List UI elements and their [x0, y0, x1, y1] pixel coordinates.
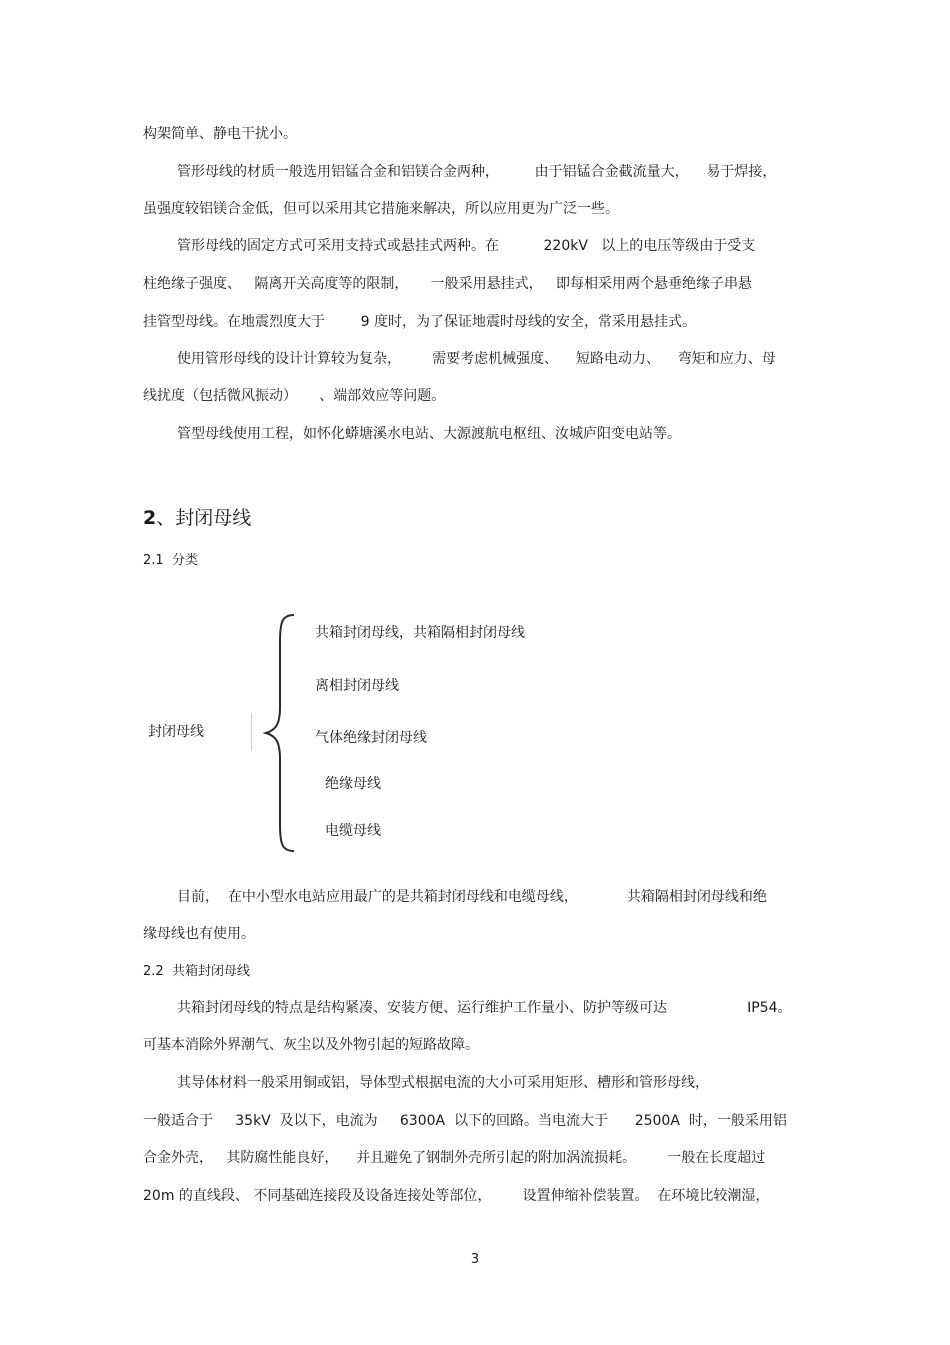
curly-brace-icon: [262, 612, 296, 854]
paragraph-line: 合金外壳， 其防腐性能良好， 并且避免了钢制外壳所引起的附加涡流损耗。 一般在长度超过: [143, 1150, 766, 1166]
paragraph-line: 使用管形母线的设计计算较为复杂， 需要考虑机械强度、 短路电动力、 弯矩和应力、母: [177, 351, 776, 367]
tree-item: 电缆母线: [325, 823, 381, 839]
tree-separator: [251, 713, 252, 751]
paragraph-line: 虽强度较铝镁合金低，但可以采用其它措施来解决，所以应用更为广泛一些。: [143, 201, 619, 217]
paragraph-line: 一般适合于 35kV 及以下，电流为 6300A 以下的回路。当电流大于 2500A 时，一般采用铝: [143, 1113, 787, 1129]
tree-item: 绝缘母线: [325, 776, 381, 792]
paragraph-line: 管形母线的固定方式可采用支持式或悬挂式两种。在 220kV 以上的电压等级由于受支: [177, 238, 756, 254]
page-number: 3: [470, 1252, 480, 1267]
tree-root-label: 封闭母线: [148, 724, 204, 740]
paragraph-line: 管型母线使用工程，如怀化蟒塘溪水电站、大源渡航电枢纽、汝城庐阳变电站等。: [177, 426, 681, 442]
paragraph-line: 管形母线的材质一般选用铝锰合金和铝镁合金两种， 由于铝锰合金截流量大， 易于焊接，: [177, 164, 777, 180]
paragraph-line: 目前， 在中小型水电站应用最广的是共箱封闭母线和电缆母线， 共箱隔相封闭母线和绝: [177, 889, 767, 905]
paragraph-line: 共箱封闭母线的特点是结构紧凑、安装方便、运行维护工作量小、防护等级可达 IP54。: [177, 1000, 792, 1016]
paragraph-line: 缘母线也有使用。: [143, 926, 255, 942]
tree-item: 离相封闭母线: [315, 678, 399, 694]
subsection-heading-2-2: 2.2 共箱封闭母线: [143, 964, 250, 979]
paragraph-line: 柱绝缘子强度、 隔离开关高度等的限制， 一般采用悬挂式， 即每相采用两个悬垂绝缘子串悬: [143, 276, 752, 292]
paragraph-line: 挂管型母线。在地震烈度大于 9 度时，为了保证地震时母线的安全，常采用悬挂式。: [143, 314, 696, 330]
tree-item: 共箱封闭母线，共箱隔相封闭母线: [315, 625, 525, 641]
paragraph-line: 构架简单、静电干扰小。: [143, 126, 297, 142]
section-number: 2: [143, 507, 157, 529]
subsection-heading-2-1: 2.1 分类: [143, 553, 198, 568]
paragraph-line: 20m 的直线段、 不同基础连接段及设备连接处等部位， 设置伸缩补偿装置。 在环境比较潮湿，: [143, 1188, 770, 1204]
paragraph-line: 线扰度（包括微风振动） 、端部效应等问题。: [143, 388, 446, 404]
section-heading: [143, 505, 251, 531]
section-title: 、封闭母线: [156, 507, 252, 529]
paragraph-line: 可基本消除外界潮气、灰尘以及外物引起的短路故障。: [143, 1037, 479, 1053]
paragraph-line: 其导体材料一般采用铜或铝，导体型式根据电流的大小可采用矩形、槽形和管形母线，: [177, 1075, 709, 1091]
tree-item: 气体绝缘封闭母线: [315, 730, 427, 746]
